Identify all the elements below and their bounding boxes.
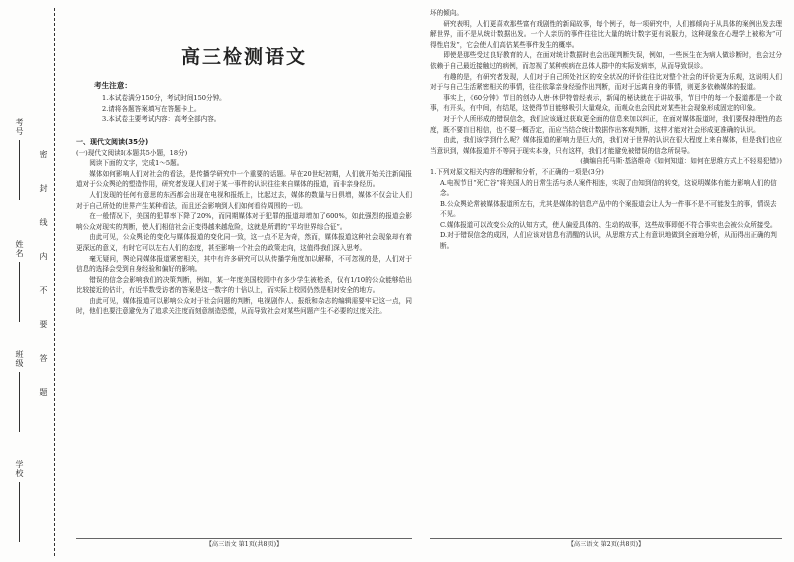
passage-paragraph: 研究表明，人们更喜欢那些富有戏剧性的新闻故事，每个例子，每一项研究中，人们都倾向于从具体的案例出发去理解世界，而不是从统计数据出发。一个人亲历的事件往往比大量的统计数字更有说服力，这种现象在心理学上被称为“可得性启发”，它会使人们高估某些事件发生的概率。 [430,19,782,49]
footer-rule [76,538,412,539]
passage-paragraph: 由此，我们该学到什么呢？媒体报道的影响力是巨大的，我们对于世界的认识在很大程度上来自媒体，但是我们也应当意识到，媒体报道并不等同于现实本身，只有这样，我们才能避免被错误的信念所误导。 [430,136,782,155]
passage-paragraph: 在一般情况下，美国的犯罪率下降了20%，而同期媒体对于犯罪的报道却增加了600%，如此强烈的报道会影响公众对现实的判断，使人们相信社会正变得越来越危险，这就是所谓的“平均世界综合征”。 [76,212,412,231]
page-footer: 【高三语文 第2页(共8页)】 [567,541,645,549]
passage-paragraph: 人们发现的任何有意思的东西都会出现在电视和报纸上，比起过去，媒体的数量与日俱增，媒体不仅会让人们对于自己所处的世界产生某种看法，而且还会影响到人们如何看待周围的一切。 [76,190,412,210]
page-footer: 【高三语文 第1页(共8页)】 [205,541,283,549]
notice-item: 1.本试卷满分150分，考试时间150分钟。 [102,94,226,103]
seal-line-text: 密封线内不要答题 [39,150,48,422]
question-option: A.电视节目“死亡谷”将美国人的日常生活与杀人案件相连，实现了由知到信的转变，这说明媒体有能力影响人们的信念。 [440,178,777,198]
notice-item: 2.请将各题答案填写在答题卡上。 [102,104,201,113]
field-school[interactable]: 学校 [14,460,25,542]
binding-dashed-line [54,8,55,556]
exam-title: 高三检测语文 [180,46,307,68]
passage-paragraph: 有趣的是，有研究者发现，人们对于自己所处社区的安全状况的评价往往比对整个社会的评价更为乐观，这说明人们对于与自己生活紧密相关的事情，往往依靠亲身经验作出判断，而对于远离自身的事情，则更多依赖媒体的报道。 [430,72,782,92]
passage-paragraph: 对于个人所形成的错误信念，我们应该通过获取更全面的信息来加以纠正，在面对媒体报道时，我们要保持理性的态度，既不要盲目相信，也不要一概否定，而应当结合统计数据作出客观判断，这样才能对社会形成更准确的认识。 [430,114,782,134]
page-2 [430,8,782,553]
section-heading: 一、现代文阅读(35分) [76,137,149,146]
passage-paragraph: 毫无疑问，舆论同媒体报道紧密相关，其中有许多研究可以从传播学角度加以解释，不可忽视的是，人们对于信息的选择会受到自身经验和偏好的影响。 [76,254,412,274]
question-stem: 1.下列对原文相关内容的理解和分析，不正确的一项是(3分) [430,167,604,176]
passage-paragraph: 事实上，《60分钟》节目的创办人唐·休伊特曾经表示，新闻的秘诀就在于讲故事，节目中的每一个报道都是一个故事，有开头，有中间，有结尾，这使得节目能够吸引大量观众，而观众也会因此对某些社会现象形成固定的印象。 [430,93,782,113]
notice-heading: 考生注意： [94,80,132,90]
instruction: 阅读下面的文字，完成1～5题。 [89,159,184,168]
question-option: B.公众舆论常被媒体报道所左右，尤其是媒体的信息产品中的个案报道会让人为一件事不是不可能发生的事，情误去不见。 [440,199,777,219]
notice-item: 3.本试卷主要考试内容：高考全部内容。 [102,115,221,124]
field-name[interactable]: 姓名 [14,240,25,322]
binding-margin [0,0,62,562]
question-option: D.对于错误信念的成因，人们应该对信息有清醒的认识，从思维方式上有意识地做到全面地分析，从而得出正确的判断。 [440,231,777,251]
footer-rule [430,538,782,539]
field-exam-number[interactable]: 考号 [14,118,25,200]
passage-paragraph: 由此可见，公众舆论的变化与媒体报道的变化同一致，这一点不足为奇，然而，媒体报道这种社会现象却有着更深远的意义，有时它可以左右人们的态度，甚至影响一个社会的政策走向，这值得我们深入思考。 [76,233,412,252]
passage-source: (摘编自托马斯·基洛维奇《如何知道：如何在思维方式上不轻易犯错》) [580,157,782,166]
subsection-heading: (一)现代文阅读Ⅰ(本题共5小题，18分) [76,148,188,157]
passage-paragraph: 错误的信念会影响我们的决策判断，例如，某一年度美国校园中有多少学生被枪杀，仅有1/10的公众能够给出比较接近的估计，有近半数受访者的答案是这一数字的十倍以上，而实际上校园仍然是相对安全的地方。 [76,275,412,295]
passage-paragraph: 即使是那些受过良好教育的人，在面对统计数据时也会出现判断失误，例如，一些医生在为病人做诊断时，也会过分依赖于自己最近接触过的病例，而忽视了某种疾病在总体人群中的实际发病率，从而导致误诊。 [430,51,782,70]
question-option: C.媒体报道可以改变公众的认知方式，使人偏爱具体的、生动的故事，这些故事即便不符合事实也会被公众所接受。 [440,220,777,229]
field-class[interactable]: 班级 [14,350,25,432]
passage-paragraph: 媒体如何影响人们对社会的看法，是传播学研究中一个重要的话题。早在20世纪初期，人们就开始关注新闻报道对于公众舆论的塑造作用，研究者发现人们对于某一事件的认识往往来自媒体的报道，而非亲身经历。 [76,169,412,189]
notice-list [76,93,412,125]
passage-paragraph: 坏的倾向。 [430,9,463,17]
page-1 [76,8,412,553]
passage-paragraph: 由此可见，媒体报道可以影响公众对于社会问题的判断，电视剧作人、报纸和杂志的编辑需要牢记这一点，同时，他们也要注意避免为了追求关注度而刻意制造恐慌，从而导致社会对某些问题产生不必要的过度关注。 [76,296,412,316]
